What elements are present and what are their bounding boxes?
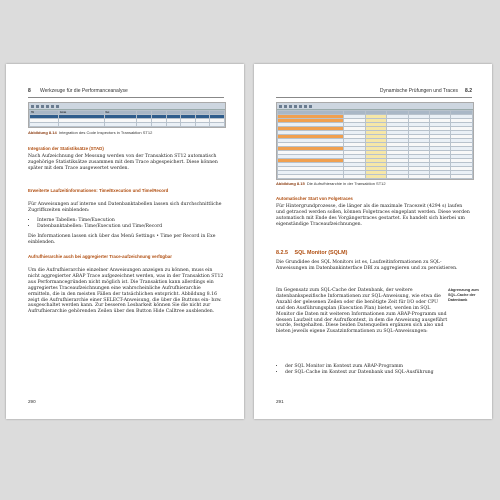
list-item: • Datenbanktabellen: Time/Execution und Time/Record [37, 224, 224, 230]
right-running-header [276, 88, 472, 97]
screenshot-table: Hit Gross Net [29, 110, 225, 128]
bullet-list-time [28, 218, 224, 230]
paragraph-folgetraces: Für Hintergrundprozesse, die länger als die maximale Tracezeit (4294 s) laufen und getraced werden sollen, können Folgetraces eingeplant werden. Diese werden automatisch mit Ende des Vorgängertraces gestartet. Es handelt sich hierbei um eigenständige Traceaufzeichnungen. [276, 204, 470, 227]
figure-text: Integration des Code Inspectors in Transaktion ST12 [58, 130, 153, 135]
figure-caption [276, 181, 472, 186]
paragraph-sqlm-2: Im Gegensatz zum SQL-Cache der Datenbank, der weitere datenbankspezifische Informationen zur SQL-Anweisung, wie etwa die Anzahl der gelesenen Zeilen oder die benötigte Zeit für I/O oder CPU und den Ausführungsplan (Execution Plan) bietet, werden im SQL Monitor die Daten mit weiteren Informationen zum ABAP-Programm und dessen Laufzeit und der Aufrufkontext, in dem die Anweisung ausgeführt wurde, festgehalten. Diese beiden Datenquellen ergänzen sich also und bieten jeweils eigene Zusatzinformationen zu SQL-Anweisungen: [276, 288, 448, 335]
margin-note: Abgrenzung zum SQL-Cache der Datenbank [448, 288, 479, 302]
section-number: 8.2.5 [276, 250, 288, 256]
figure-label: Abbildung 8.15 [276, 181, 305, 186]
left-page [6, 64, 244, 419]
paragraph-sqlm-1: Die Grundidee des SQL Monitors ist es, Laufzeitinformationen zu SQL-Anweisungen im Datenbankinterface DBI zu aggregieren und zu persistieren. [276, 260, 458, 271]
section-heading-folgetraces: Automatischer Start von Folgetraces [276, 196, 353, 201]
section-number: 8.2 [465, 88, 472, 94]
section-title: SQL Monitor (SQLM) [294, 250, 348, 256]
chapter-title: Werkzeuge für die Performanceanalyse [40, 88, 128, 94]
screenshot-table [277, 110, 473, 180]
section-heading-hierarchy: Aufrufhierarchie auch bei aggregierter Trace-aufzeichnung verfügbar [28, 254, 172, 259]
section-heading-sqlm [276, 250, 472, 256]
list-item: • der SQL Monitor im Kontext zum ABAP-Programm [285, 364, 472, 370]
section-heading-stad: Integration der Statistiksätze (STAD) [28, 146, 104, 151]
figure-label: Abbildung 8.14 [28, 130, 57, 135]
section-heading-time: Erweiterte Laufzeitinformationen: Time/Execution und Time/Record [28, 188, 169, 193]
bullet-list-sqlm [276, 364, 472, 376]
screenshot-toolbar [29, 103, 225, 110]
paragraph-time: Für Anweisungen auf interne und Datenbanktabellen lassen sich durchschnittliche Zugriffszeiten einblenden: [28, 202, 222, 213]
screenshot-code-inspector [28, 102, 226, 128]
figure-text: Die Aufrufhierarchie in der Transaktion ST12 [306, 181, 386, 186]
paragraph-stad: Nach Aufzeichnung der Messung werden von der Transaktion ST12 automatisch zugehörige Statistiksätze zusammen mit dem Trace abgespeichert. Diese können später mit dem Trace ausgewertet werden. [28, 154, 218, 171]
paragraph-hierarchy: Um die Aufrufhierarchie einzelner Anweisungen anzeigen zu können, muss ein nicht aggregierter ABAP Trace aufgezeichnet werden, was in der Transaktion ST12 aus Performancegründen nicht möglich ist. Die Transaktion kann allerdings ein aggregiertes Traceaufzeichnungen eine wahrscheinliche Aufrufhierarchie ermitteln, die in den meisten Fällen der tatsächlichen entspricht. Abbildung 8.16 zeigt die Aufrufhierarchie einer SELECT-Anweisung, die über die Buttons ein- bzw. ausgeschaltet werden kann. Zur besseren Lesbarkeit können Sie die nicht zur Aufrufhierarchie gehörenden Zeilen über den Button Hide Calltree ausblenden. [28, 268, 224, 315]
screenshot-toolbar [277, 103, 473, 110]
screenshot-call-hierarchy [276, 102, 474, 180]
list-item: • der SQL-Cache im Kontext zur Datenbank und SQL-Ausführung [285, 370, 472, 376]
page-number: 290 [28, 399, 36, 404]
chapter-number: 8 [28, 88, 31, 94]
list-item: • Interne Tabellen: Time/Execution [37, 218, 224, 224]
left-running-header [28, 88, 224, 97]
section-title: Dynamische Prüfungen und Traces [379, 88, 458, 94]
right-page [254, 64, 492, 419]
paragraph-time-after: Die Informationen lassen sich über das Menü Settings • Time per Record in Exe einblenden. [28, 234, 216, 245]
figure-caption [28, 130, 224, 135]
page-number: 291 [276, 399, 284, 404]
